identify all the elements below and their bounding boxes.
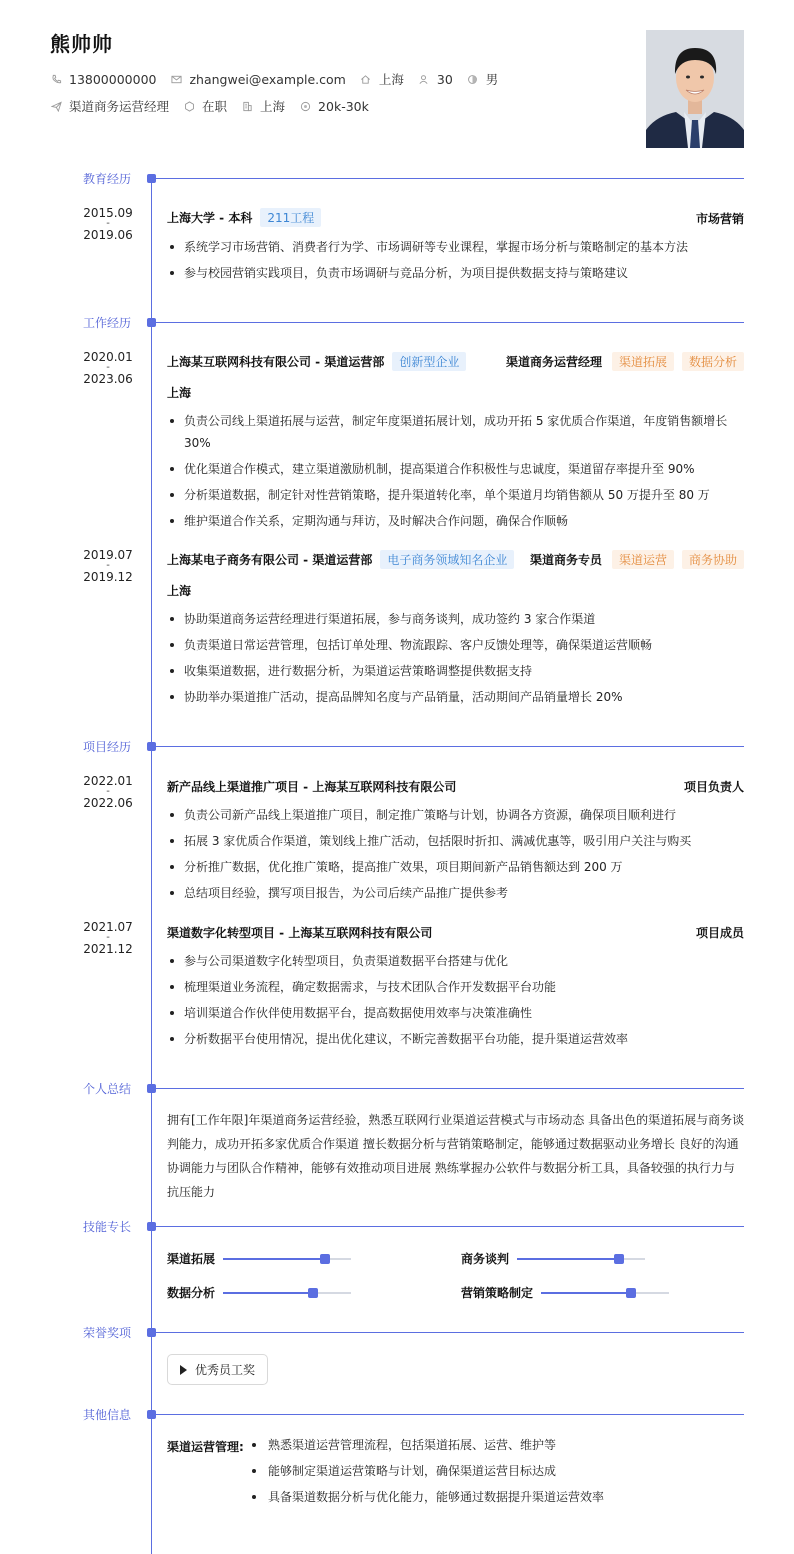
work-role	[530, 550, 744, 569]
list-item: 分析推广数据，优化推广策略，提高推广效果，项目期间新产品销售额达到 200 万	[167, 856, 747, 878]
project-title	[167, 924, 432, 941]
list-item: 具备渠道数据分析与优化能力，能够通过数据提升渠道运营效率	[250, 1486, 750, 1508]
user-icon	[418, 73, 430, 85]
target-city: 上海	[260, 99, 286, 114]
other-info-label: 渠道运营管理:	[167, 1440, 244, 1454]
timeline-dot	[147, 1328, 156, 1337]
list-item: 参与公司渠道数字化转型项目，负责渠道数据平台搭建与优化	[167, 950, 747, 972]
list-item: 优化渠道合作模式，建立渠道激励机制，提高渠道合作积极性与忠诚度，渠道留存率提升至 90%	[167, 458, 747, 480]
timeline-dot	[147, 1410, 156, 1419]
list-item: 培训渠道合作伙伴使用数据平台，提高数据使用效率与决策准确性	[167, 1002, 747, 1024]
age-info	[418, 72, 453, 87]
list-item: 系统学习市场营销、消费者行为学、市场调研等专业课程，掌握市场分析与策略制定的基本方法	[167, 236, 747, 258]
list-item: 能够制定渠道运营策略与计划，确保渠道运营目标达成	[250, 1460, 750, 1482]
city-info	[241, 97, 285, 115]
date-start: 2022.01	[83, 774, 133, 788]
list-item: 参与校园营销实践项目，负责市场调研与竞品分析，为项目提供数据支持与策略建议	[167, 262, 747, 284]
gender-info	[467, 70, 499, 88]
list-item: 分析数据平台使用情况，提出优化建议，不断完善数据平台功能，提升渠道运营效率	[167, 1028, 747, 1050]
status-text: 在职	[202, 99, 228, 114]
skill-fill	[517, 1258, 619, 1260]
section-skills	[0, 1220, 794, 1234]
work-city: 上海	[167, 584, 192, 598]
date-separator: -	[106, 932, 110, 943]
company-dept: 上海某互联网科技有限公司 - 渠道运营部	[167, 355, 385, 369]
project-role	[684, 778, 744, 795]
company-dept: 上海某电子商务有限公司 - 渠道运营部	[167, 553, 373, 567]
skill-name: 数据分析	[167, 1286, 216, 1300]
timeline-dot	[147, 1084, 156, 1093]
skill-fill	[541, 1292, 631, 1294]
home-icon	[360, 73, 372, 85]
date-end: 2022.06	[83, 796, 133, 810]
award-name: 优秀员工奖	[195, 1363, 256, 1377]
summary-text: 拥有[工作年限]年渠道商务运营经验，熟悉互联网行业渠道运营模式与市场动态 具备出色的渠道拓展与商务谈判能力，成功开拓多家优质合作渠道 擅长数据分析与营销策略制定，能够通过数据驱动业务增长 良好的沟通协调能力与团队合作精神，能够有效推动项目进展 熟练掌握办公软件与数据分析工具，具备较强的执行力与抗压能力	[167, 1113, 745, 1199]
section-summary	[0, 1082, 794, 1096]
skill-fill	[223, 1292, 313, 1294]
role-tag: 渠道运营	[612, 550, 674, 569]
project-bullets	[167, 950, 747, 1054]
timeline-dot	[147, 174, 156, 183]
date-end: 2021.12	[83, 942, 133, 956]
education-title	[167, 208, 321, 227]
award-toggle-button[interactable]	[167, 1354, 268, 1385]
building-icon	[241, 100, 253, 112]
list-item: 分析渠道数据，制定针对性营销策略，提升渠道转化率，单个渠道月均销售额从 50 万提升至 80 万	[167, 484, 747, 506]
project-name: 渠道数字化转型项目 - 上海某互联网科技有限公司	[167, 926, 433, 940]
skill-item	[167, 1284, 351, 1301]
list-item: 负责公司线上渠道拓展与运营，制定年度渠道拓展计划，成功开拓 5 家优质合作渠道，年度销售额增长 30%	[167, 410, 747, 454]
section-projects	[0, 740, 794, 754]
skill-name: 商务谈判	[461, 1252, 510, 1266]
job-intent-row	[50, 97, 383, 115]
section-title: 个人总结	[83, 1082, 132, 1096]
section-other	[0, 1408, 794, 1422]
skill-knob	[626, 1288, 636, 1298]
section-title: 技能专长	[83, 1220, 132, 1234]
skill-name: 营销策略制定	[461, 1286, 534, 1300]
role-text: 项目负责人	[683, 780, 744, 794]
mail-icon	[170, 73, 182, 85]
date-range	[78, 920, 138, 956]
list-item: 协助渠道商务运营经理进行渠道拓展，参与商务谈判，成功签约 3 家合作渠道	[167, 608, 747, 630]
company-tag: 电子商务领域知名企业	[380, 550, 514, 569]
status-icon	[183, 100, 195, 112]
skill-bar	[541, 1292, 669, 1294]
skill-name: 渠道拓展	[167, 1252, 216, 1266]
list-item: 梳理渠道业务流程，确定数据需求，与技术团队合作开发数据平台功能	[167, 976, 747, 998]
list-item: 负责公司新产品线上渠道推广项目，制定推广策略与计划，协调各方资源，确保项目顺利进行	[167, 804, 747, 826]
school-tag: 211工程	[260, 208, 321, 227]
major-text: 市场营销	[695, 212, 744, 226]
role-tag: 商务协助	[682, 550, 744, 569]
status-info	[183, 97, 227, 115]
skill-item	[167, 1250, 351, 1267]
location-text: 上海	[378, 72, 404, 87]
date-range	[78, 774, 138, 810]
section-divider	[156, 1414, 744, 1415]
phone-icon	[50, 73, 62, 85]
date-start: 2021.07	[83, 920, 133, 934]
skill-item	[461, 1250, 645, 1267]
gender-icon	[467, 73, 479, 85]
section-awards	[0, 1326, 794, 1340]
role-text: 渠道商务运营经理	[505, 355, 602, 369]
skill-knob	[320, 1254, 330, 1264]
salary-text: 20k-30k	[318, 98, 369, 114]
section-education	[0, 172, 794, 186]
date-separator: -	[106, 560, 110, 571]
timeline-axis	[151, 178, 152, 1554]
education-major	[696, 210, 744, 227]
project-bullets	[167, 804, 747, 908]
target-position: 渠道商务运营经理	[69, 99, 170, 114]
list-item: 总结项目经验，撰写项目报告，为公司后续产品推广提供参考	[167, 882, 747, 904]
section-divider	[156, 178, 744, 179]
section-title: 项目经历	[83, 740, 132, 754]
gender-text: 男	[485, 72, 499, 87]
other-info-list	[250, 1434, 750, 1512]
date-separator: -	[106, 362, 110, 373]
contact-row	[50, 70, 512, 88]
skill-fill	[223, 1258, 325, 1260]
list-item: 熟悉渠道运营管理流程，包括渠道拓展、运营、维护等	[250, 1434, 750, 1456]
date-range	[78, 206, 138, 242]
skill-item	[461, 1284, 669, 1301]
date-range	[78, 350, 138, 386]
work-role	[506, 352, 744, 371]
list-item: 协助举办渠道推广活动，提高品牌知名度与产品销量，活动期间产品销量增长 20%	[167, 686, 747, 708]
section-divider	[156, 1226, 744, 1227]
section-divider	[156, 1088, 744, 1089]
project-name: 新产品线上渠道推广项目 - 上海某互联网科技有限公司	[167, 780, 457, 794]
timeline-dot	[147, 742, 156, 751]
role-text: 项目成员	[695, 926, 744, 940]
skill-bar	[223, 1292, 351, 1294]
education-bullets	[167, 236, 747, 288]
position-info	[50, 97, 169, 115]
email-info	[170, 72, 345, 87]
role-text: 渠道商务专员	[529, 553, 602, 567]
section-divider	[156, 322, 744, 323]
list-item: 负责渠道日常运营管理，包括订单处理、物流跟踪、客户反馈处理等，确保渠道运营顺畅	[167, 634, 747, 656]
date-range	[78, 548, 138, 584]
project-role	[696, 924, 744, 941]
work-city: 上海	[167, 386, 192, 400]
section-title: 荣誉奖项	[83, 1326, 132, 1340]
work-title	[167, 352, 466, 371]
section-title: 其他信息	[83, 1408, 132, 1422]
work-title	[167, 550, 514, 569]
location-info	[360, 70, 404, 88]
phone-number: 13800000000	[69, 71, 157, 87]
date-end: 2019.12	[83, 570, 133, 584]
section-title: 教育经历	[83, 172, 132, 186]
section-title: 工作经历	[83, 316, 132, 330]
date-end: 2023.06	[83, 372, 133, 386]
list-item: 维护渠道合作关系，定期沟通与拜访，及时解决合作问题，确保合作顺畅	[167, 510, 747, 532]
salary-icon	[299, 100, 311, 112]
candidate-name: 熊帅帅	[50, 32, 113, 56]
profile-photo	[646, 30, 744, 148]
work-bullets	[167, 608, 747, 712]
company-tag: 创新型企业	[392, 352, 466, 371]
date-start: 2015.09	[83, 206, 133, 220]
role-tag: 数据分析	[682, 352, 744, 371]
section-divider	[156, 1332, 744, 1333]
salary-info	[299, 99, 369, 114]
role-tag: 渠道拓展	[612, 352, 674, 371]
send-icon	[50, 100, 62, 112]
project-title	[167, 778, 456, 795]
date-end: 2019.06	[83, 228, 133, 242]
section-divider	[156, 746, 744, 747]
age-text: 30	[436, 71, 453, 87]
list-item: 收集渠道数据，进行数据分析，为渠道运营策略调整提供数据支持	[167, 660, 747, 682]
date-start: 2019.07	[83, 548, 133, 562]
caret-right-icon	[180, 1365, 187, 1375]
section-work	[0, 316, 794, 330]
skill-knob	[308, 1288, 318, 1298]
school-degree: 上海大学 - 本科	[167, 211, 253, 225]
phone-info	[50, 72, 156, 87]
timeline-dot	[147, 318, 156, 327]
portrait-illustration	[646, 30, 744, 148]
skill-bar	[223, 1258, 351, 1260]
skill-knob	[614, 1254, 624, 1264]
work-bullets	[167, 410, 747, 536]
date-separator: -	[106, 786, 110, 797]
skill-bar	[517, 1258, 645, 1260]
email-address: zhangwei@example.com	[189, 71, 346, 87]
list-item: 拓展 3 家优质合作渠道，策划线上推广活动，包括限时折扣、满减优惠等，吸引用户关注与购买	[167, 830, 747, 852]
timeline-dot	[147, 1222, 156, 1231]
date-start: 2020.01	[83, 350, 133, 364]
date-separator: -	[106, 218, 110, 229]
